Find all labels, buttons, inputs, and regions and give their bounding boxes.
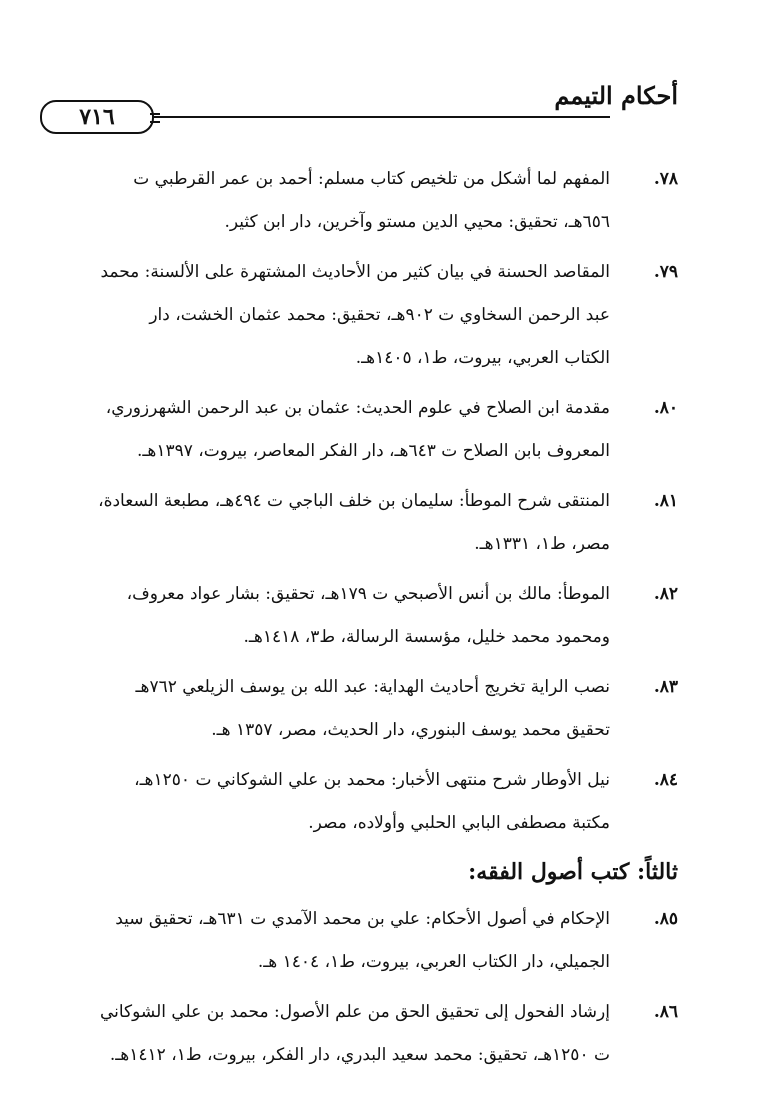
entry-text-line: مكتبة مصطفى البابي الحلبي وأولاده، مصر. [308,813,610,833]
entry-number: ٨٣. [653,677,678,697]
entry-number: ٨٦. [653,1002,678,1022]
entry-text-line: مصر، ط١، ١٣٣١هـ. [474,534,610,554]
entry-text-line: الإحكام في أصول الأحكام: علي بن محمد الآمدي ت ٦٣١هـ، تحقيق سيد [115,909,610,929]
bibliography-entry [73,158,678,244]
entry-text-line: نصب الراية تخريج أحاديث الهداية: عبد الله بن يوسف الزيلعي ٧٦٢هـ [135,677,610,697]
entry-number: ٨٤. [653,770,678,790]
entry-number: ٨٢. [653,584,678,604]
running-title: أحكام التيمم [554,81,678,110]
bibliography-entry [73,759,678,845]
bibliography-list [73,158,678,1084]
entry-text-line: إرشاد الفحول إلى تحقيق الحق من علم الأصول: محمد بن علي الشوكاني [99,1002,610,1022]
page-number: ٧١٦ [40,100,154,134]
entry-text-line: ت ١٢٥٠هـ، تحقيق: محمد سعيد البدري، دار الفكر، بيروت، ط١، ١٤١٢هـ. [109,1045,610,1065]
bibliography-entry [73,251,678,380]
entry-text-line: عبد الرحمن السخاوي ت ٩٠٢هـ، تحقيق: محمد عثمان الخشت، دار [149,305,610,325]
entry-number: ٨٥. [653,909,678,929]
entry-number: ٧٨. [653,169,678,189]
entry-text-line: المنتقى شرح الموطأ: سليمان بن خلف الباجي ت ٤٩٤هـ، مطبعة السعادة، [98,491,610,511]
entry-text-line: الجميلي، دار الكتاب العربي، بيروت، ط١، ١٤٠٤ هـ. [257,952,610,972]
section-heading: ثالثاً: كتب أصول الفقه: [468,859,678,885]
entries-group-usul [73,898,678,1077]
entry-text-line: ٦٥٦هـ، تحقيق: محيي الدين مستو وآخرين، دار ابن كثير. [224,212,610,232]
entry-number: ٨٠. [653,398,678,418]
entry-text-line: نيل الأوطار شرح منتهى الأخبار: محمد بن علي الشوكاني ت ١٢٥٠هـ، [134,770,610,790]
entry-text-line: ومحمود محمد خليل، مؤسسة الرسالة، ط٣، ١٤١٨هـ. [243,627,610,647]
entry-number: ٨١. [653,491,678,511]
entry-text-line: المقاصد الحسنة في بيان كثير من الأحاديث المشتهرة على الألسنة: محمد [100,262,610,282]
entry-text-line: مقدمة ابن الصلاح في علوم الحديث: عثمان بن عبد الرحمن الشهرزوري، [105,398,610,418]
header-rule [83,116,610,118]
entry-text-line: المعروف بابن الصلاح ت ٦٤٣هـ، دار الفكر المعاصر، بيروت، ١٣٩٧هـ. [137,441,610,461]
entry-text-line: المفهم لما أشكل من تلخيص كتاب مسلم: أحمد بن عمر القرطبي ت [133,169,610,189]
bibliography-entry [73,666,678,752]
bibliography-entry [73,898,678,984]
bibliography-entry [73,387,678,473]
entry-text-line: الموطأ: مالك بن أنس الأصبحي ت ١٧٩هـ، تحقيق: بشار عواد معروف، [126,584,610,604]
entry-text-line: تحقيق محمد يوسف البنوري، دار الحديث، مصر، ١٣٥٧ هـ. [211,720,610,740]
bibliography-entry [73,573,678,659]
bibliography-entry [73,991,678,1077]
entry-text-line: الكتاب العربي، بيروت، ط١، ١٤٠٥هـ. [355,348,610,368]
bibliography-entry [73,480,678,566]
entry-number: ٧٩. [653,262,678,282]
entries-group-hadith [73,158,678,845]
